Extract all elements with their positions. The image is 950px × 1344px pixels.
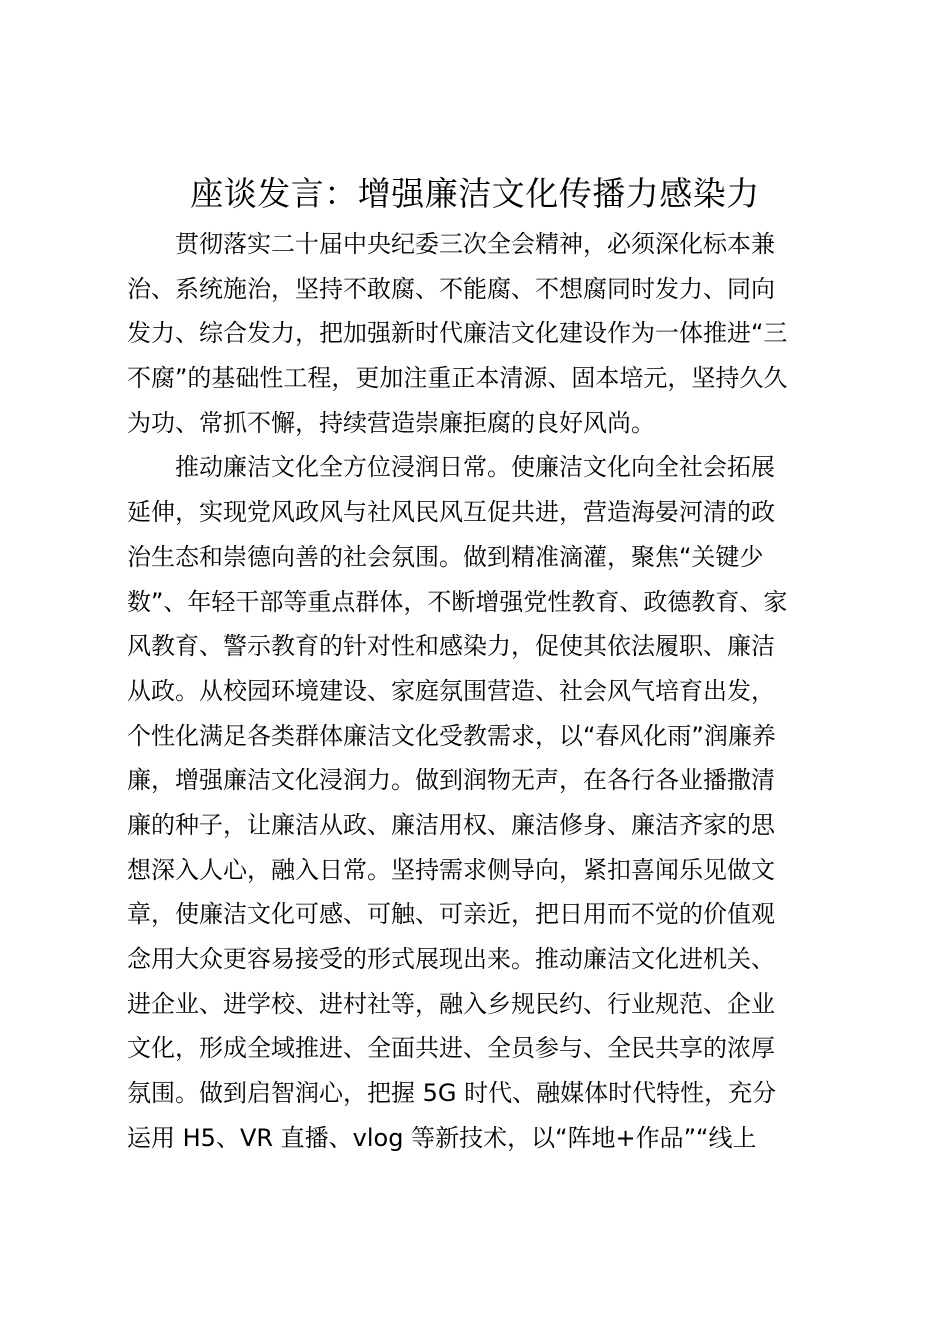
- paragraph-line: 贯彻落实二十届中央纪委三次全会精神，必须深化标本兼: [175, 230, 775, 258]
- paragraph-line: 数”、年轻干部等重点群体，不断增强党性教育、政德教育、家: [127, 587, 788, 616]
- paragraph-line: 推动廉洁文化全方位浸润日常。使廉洁文化向全社会拓展: [175, 453, 775, 482]
- paragraph-2: [127, 445, 827, 1160]
- paragraph-line: 不腐”的基础性工程，更加注重正本清源、固本培元，坚持久久: [127, 364, 788, 393]
- paragraph-line: 个性化满足各类群体廉洁文化受教需求，以“春风化雨”润廉养: [127, 721, 776, 750]
- paragraph-line: 想深入人心，融入日常。坚持需求侧导向，紧扣喜闻乐见做文: [127, 855, 775, 884]
- paragraph-1: [127, 222, 827, 445]
- paragraph-line: 为功、常抓不懈，持续营造崇廉拒腐的良好风尚。: [127, 408, 655, 437]
- document-title: 座谈发言：增强廉洁文化传播力感染力: [190, 174, 760, 213]
- paragraph-line: 廉的种子，让廉洁从政、廉洁用权、廉洁修身、廉洁齐家的思: [127, 810, 775, 839]
- paragraph-line: 章，使廉洁文化可感、可触、可亲近，把日用而不觉的价值观: [127, 900, 775, 929]
- document-body: [127, 222, 827, 1160]
- paragraph-line: 念用大众更容易接受的形式展现出来。推动廉洁文化进机关、: [127, 945, 775, 973]
- paragraph-line: 从政。从校园环境建设、家庭氛围营造、社会风气培育出发，: [127, 676, 775, 705]
- paragraph-line: 延伸，实现党风政风与社风民风互促共进，营造海晏河清的政: [127, 498, 775, 527]
- paragraph-line: 治、系统施治，坚持不敢腐、不能腐、不想腐同时发力、同向: [127, 274, 775, 303]
- paragraph-line: 进企业、进学校、进村社等，融入乡规民约、行业规范、企业: [127, 989, 775, 1018]
- paragraph-line: 氛围。做到启智润心，把握 5G 时代、融媒体时代特性，充分: [127, 1079, 777, 1108]
- paragraph-line: 廉，增强廉洁文化浸润力。做到润物无声，在各行各业播撒清: [127, 766, 775, 795]
- paragraph-line: 治生态和崇德向善的社会氛围。做到精准滴灌，聚焦“关键少: [127, 542, 764, 571]
- paragraph-line: 发力、综合发力，把加强新时代廉洁文化建设作为一体推进“三: [127, 319, 788, 348]
- paragraph-line: 风教育、警示教育的针对性和感染力，促使其依法履职、廉洁: [127, 632, 775, 661]
- paragraph-line: 运用 H5、VR 直播、vlog 等新技术，以“阵地+作品”“线上: [127, 1123, 757, 1152]
- paragraph-line: 文化，形成全域推进、全面共进、全员参与、全民共享的浓厚: [127, 1034, 775, 1063]
